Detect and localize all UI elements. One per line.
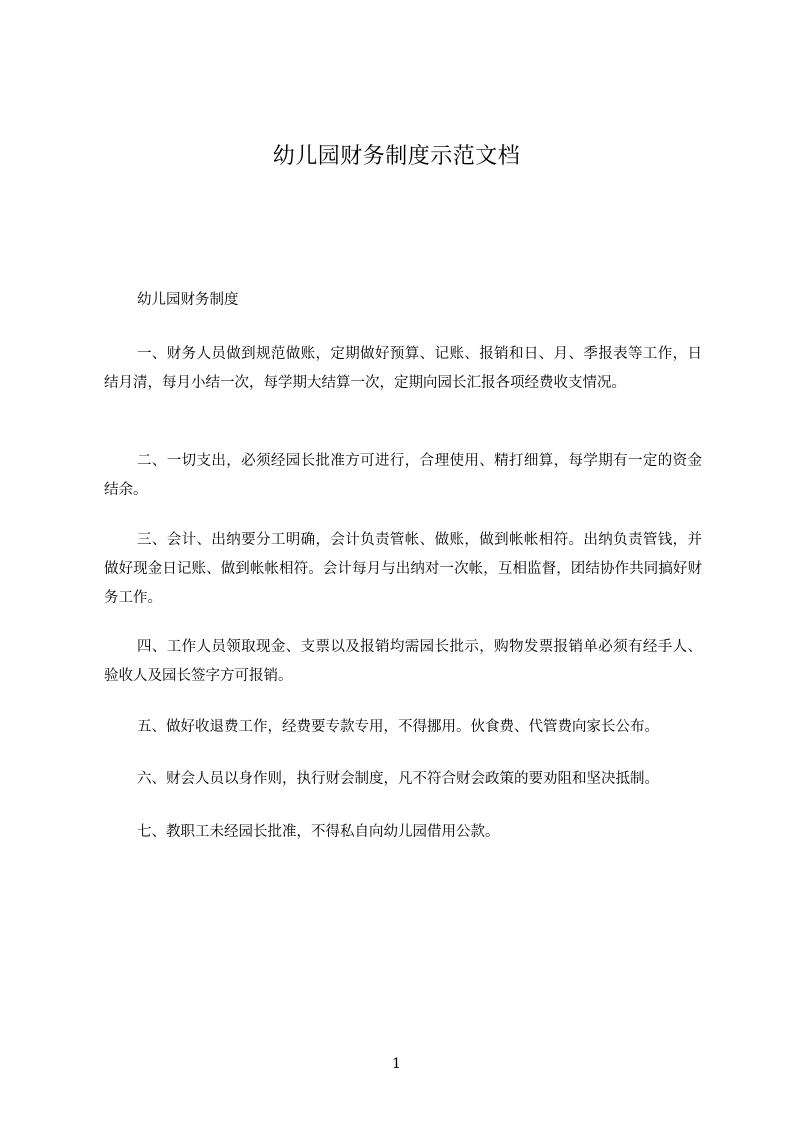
paragraph-item-7: 七、教职工未经园长批准，不得私自向幼儿园借用公款。 (137, 824, 500, 840)
document-title: 幼儿园财务制度示范文档 (272, 144, 521, 169)
paragraph-item-4: 四、工作人员领取现金、支票以及报销均需园长批示，购物发票报销单必须有经手人、验收人及园长签字方可报销。 (104, 639, 702, 684)
paragraph-item-2: 二、一切支出，必须经园长批准方可进行，合理使用、精打细算，每学期有一定的资金结余。 (104, 453, 702, 498)
section-heading: 幼儿园财务制度 (137, 292, 239, 308)
paragraph-item-1: 一、财务人员做到规范做账，定期做好预算、记账、报销和日、月、季报表等工作，日结月清，每月小结一次，每学期大结算一次，定期向园长汇报各项经费收支情况。 (104, 346, 702, 391)
paragraph-item-3: 三、会计、出纳要分工明确，会计负责管帐、做账，做到帐帐相符。出纳负责管钱，并做好现金日记账、做到帐帐相符。会计每月与出纳对一次帐，互相监督，团结协作共同搞好财务工作。 (104, 532, 702, 606)
paragraph-item-5: 五、做好收退费工作，经费要专款专用，不得挪用。伙食费、代管费向家长公布。 (137, 719, 659, 735)
paragraph-item-6: 六、财会人员以身作则，执行财会制度，凡不符合财会政策的要劝阻和坚决抵制。 (137, 771, 659, 787)
page-number: 1 (392, 1056, 401, 1072)
